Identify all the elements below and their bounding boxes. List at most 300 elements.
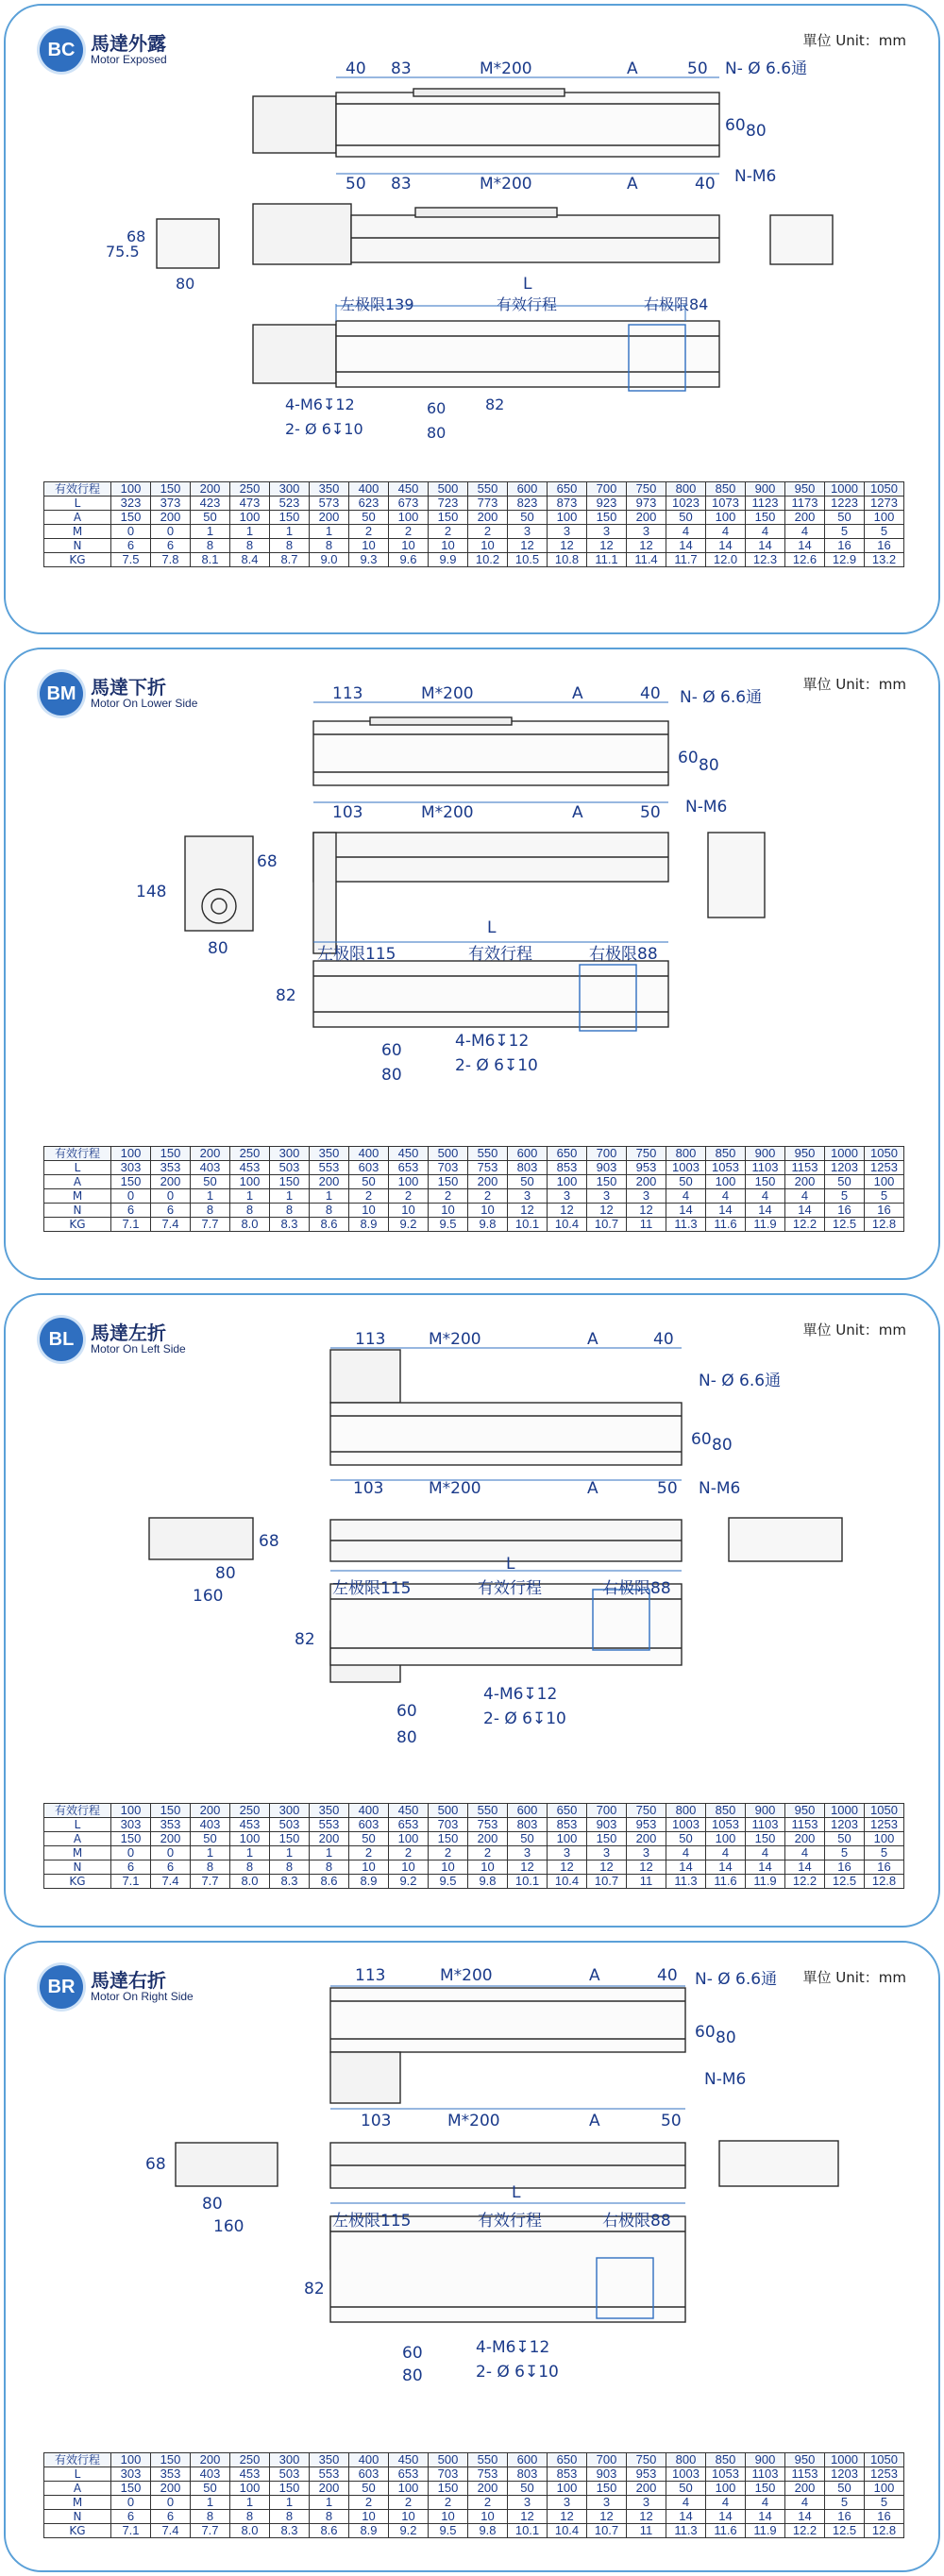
- table-cell: 5: [865, 1846, 904, 1860]
- table-cell: 1: [270, 1189, 310, 1204]
- table-row: [44, 539, 904, 553]
- table-row: [44, 2482, 904, 2496]
- table-cell: 200: [151, 2482, 191, 2496]
- hole-pin: 2- Ø 6↧10: [285, 420, 363, 438]
- table-cell: 150: [151, 1804, 191, 1818]
- spec-table: [43, 1146, 904, 1232]
- table-cell: 50: [825, 511, 865, 525]
- rail-top-view: [330, 1403, 682, 1465]
- table-cell: 12: [548, 1204, 587, 1218]
- table-cell: 10: [349, 539, 389, 553]
- row-header: N: [44, 1204, 111, 1218]
- table-cell: 50: [508, 2482, 548, 2496]
- table-cell: 14: [706, 2510, 746, 2524]
- table-cell: 9.2: [389, 2524, 429, 2538]
- table-cell: 8: [230, 1860, 270, 1875]
- table-cell: 12: [508, 1860, 548, 1875]
- table-cell: 10.8: [548, 553, 587, 567]
- table-cell: 900: [746, 2453, 785, 2467]
- table-cell: 10: [429, 1204, 468, 1218]
- note-n-m6: N-M6: [699, 1479, 741, 1498]
- table-cell: 500: [429, 482, 468, 497]
- table-cell: 4: [706, 1189, 746, 1204]
- row-header: KG: [44, 1218, 111, 1232]
- section-motor-right: [4, 1941, 940, 2572]
- table-cell: 1: [270, 525, 310, 539]
- table-cell: 800: [666, 482, 706, 497]
- dim-b-w2: 80: [396, 1728, 417, 1747]
- table-cell: 523: [270, 497, 310, 511]
- table-cell: 750: [627, 2453, 666, 2467]
- table-cell: 8: [310, 1204, 349, 1218]
- table-cell: 750: [627, 482, 666, 497]
- table-cell: 1053: [706, 2467, 746, 2482]
- dim-a-top: A: [589, 1966, 600, 1985]
- table-cell: 100: [865, 1175, 904, 1189]
- table-cell: 16: [865, 2510, 904, 2524]
- table-cell: 9.9: [429, 553, 468, 567]
- table-cell: 9.8: [468, 1875, 508, 1889]
- table-cell: 10.4: [548, 2524, 587, 2538]
- table-cell: 200: [191, 482, 230, 497]
- table-cell: 703: [429, 1161, 468, 1175]
- dim-a-top: A: [627, 59, 638, 78]
- table-cell: 10: [389, 539, 429, 553]
- table-cell: 8: [270, 539, 310, 553]
- dim-b-h: 82: [276, 986, 296, 1005]
- table-cell: 14: [666, 1860, 706, 1875]
- table-cell: 0: [111, 1846, 151, 1860]
- row-header: 有效行程: [44, 1804, 111, 1818]
- table-cell: 653: [389, 1818, 429, 1832]
- table-cell: 250: [230, 1147, 270, 1161]
- table-cell: 903: [587, 2467, 627, 2482]
- table-cell: 12: [508, 2510, 548, 2524]
- table-cell: 603: [349, 1818, 389, 1832]
- table-cell: 5: [865, 1189, 904, 1204]
- table-row: [44, 1204, 904, 1218]
- table-cell: 14: [785, 2510, 825, 2524]
- table-cell: 503: [270, 1818, 310, 1832]
- dim-m200-bot: M*200: [429, 1479, 481, 1498]
- table-cell: 1153: [785, 2467, 825, 2482]
- table-cell: 16: [825, 1860, 865, 1875]
- table-cell: 900: [746, 482, 785, 497]
- hole-m6: 4-M6↧12: [476, 2338, 550, 2357]
- table-cell: 1: [310, 525, 349, 539]
- rail-bottom-view: [313, 961, 668, 1027]
- section-title-en: Motor On Right Side: [91, 1990, 194, 2003]
- table-cell: 1203: [825, 1161, 865, 1175]
- table-cell: 1173: [785, 497, 825, 511]
- table-cell: 550: [468, 482, 508, 497]
- table-cell: 50: [666, 1832, 706, 1846]
- table-cell: 8.0: [230, 1875, 270, 1889]
- dim-bot-left: 50: [346, 175, 366, 194]
- table-cell: 9.0: [310, 553, 349, 567]
- table-cell: 4: [785, 525, 825, 539]
- dim-m200-top: M*200: [421, 684, 474, 703]
- table-cell: 6: [151, 539, 191, 553]
- table-cell: 3: [587, 1846, 627, 1860]
- table-cell: 8: [310, 539, 349, 553]
- table-cell: 403: [191, 1161, 230, 1175]
- table-cell: 853: [548, 2467, 587, 2482]
- table-cell: 903: [587, 1161, 627, 1175]
- dim-side-w: 80: [176, 275, 195, 293]
- table-cell: 200: [468, 1175, 508, 1189]
- table-cell: 650: [548, 1147, 587, 1161]
- table-cell: 950: [785, 2453, 825, 2467]
- table-cell: 10.1: [508, 2524, 548, 2538]
- table-cell: 50: [508, 1175, 548, 1189]
- table-cell: 350: [310, 1804, 349, 1818]
- table-cell: 1023: [666, 497, 706, 511]
- table-cell: 16: [825, 1204, 865, 1218]
- table-cell: 12: [508, 1204, 548, 1218]
- table-cell: 9.2: [389, 1218, 429, 1232]
- table-cell: 4: [666, 2496, 706, 2510]
- table-cell: 11: [627, 1218, 666, 1232]
- table-cell: 100: [706, 2482, 746, 2496]
- dim-side-w: 80: [208, 939, 228, 958]
- dim-top-left: 113: [355, 1966, 386, 1985]
- effective-stroke: 有效行程: [478, 2212, 542, 2231]
- table-cell: 8: [191, 1204, 230, 1218]
- dim-right-bot: 50: [657, 1479, 678, 1498]
- table-cell: 600: [508, 1147, 548, 1161]
- table-cell: 1103: [746, 1818, 785, 1832]
- table-cell: 50: [191, 1175, 230, 1189]
- section-code-badge: BL: [40, 1318, 83, 1361]
- table-cell: 1050: [865, 2453, 904, 2467]
- table-cell: 10: [349, 1860, 389, 1875]
- table-cell: 1003: [666, 1161, 706, 1175]
- dim-side-w2: 160: [193, 1587, 224, 1606]
- dim-right-bot: 50: [661, 2112, 682, 2130]
- table-cell: 3: [548, 1189, 587, 1204]
- table-cell: 850: [706, 1804, 746, 1818]
- dim-h1: 60: [691, 1430, 712, 1449]
- table-row: [44, 2524, 904, 2538]
- table-cell: 8: [310, 2510, 349, 2524]
- table-cell: 150: [587, 511, 627, 525]
- table-cell: 10: [389, 2510, 429, 2524]
- end-view-left: [185, 836, 253, 931]
- table-cell: 12.2: [785, 1218, 825, 1232]
- table-cell: 11.7: [666, 553, 706, 567]
- table-cell: 753: [468, 1818, 508, 1832]
- table-cell: 13.2: [865, 553, 904, 567]
- table-cell: 7.4: [151, 2524, 191, 2538]
- table-cell: 100: [548, 1832, 587, 1846]
- table-cell: 11.6: [706, 2524, 746, 2538]
- table-cell: 1: [191, 2496, 230, 2510]
- table-cell: 353: [151, 1818, 191, 1832]
- table-cell: 2: [349, 2496, 389, 2510]
- table-cell: 673: [389, 497, 429, 511]
- table-cell: 100: [111, 1804, 151, 1818]
- table-cell: 8: [191, 1860, 230, 1875]
- table-cell: 8.4: [230, 553, 270, 567]
- table-cell: 400: [349, 2453, 389, 2467]
- row-header: N: [44, 2510, 111, 2524]
- table-cell: 14: [706, 1204, 746, 1218]
- table-cell: 100: [389, 511, 429, 525]
- table-cell: 100: [865, 511, 904, 525]
- note-n-m6: N-M6: [734, 167, 777, 186]
- dim-a-bot: A: [627, 175, 638, 194]
- dim-side-w1: 80: [202, 2195, 223, 2214]
- dim-b-h: 82: [295, 1630, 315, 1649]
- table-cell: 453: [230, 2467, 270, 2482]
- table-cell: 553: [310, 1818, 349, 1832]
- table-cell: 150: [587, 1175, 627, 1189]
- section-title-en: Motor On Lower Side: [91, 697, 198, 710]
- table-cell: 200: [191, 1804, 230, 1818]
- table-cell: 6: [111, 539, 151, 553]
- dim-a-bot: A: [572, 803, 583, 822]
- dim-side-h2: 68: [257, 852, 278, 871]
- hole-m6: 4-M6↧12: [285, 396, 355, 413]
- table-cell: 1: [191, 1189, 230, 1204]
- row-header: A: [44, 511, 111, 525]
- dim-side-h1: 75.5: [106, 243, 140, 261]
- table-cell: 100: [706, 511, 746, 525]
- table-cell: 14: [785, 1860, 825, 1875]
- row-header: L: [44, 497, 111, 511]
- dim-h2: 80: [746, 122, 767, 141]
- table-cell: 3: [548, 2496, 587, 2510]
- table-cell: 4: [746, 1846, 785, 1860]
- table-cell: 1: [230, 1189, 270, 1204]
- table-row: [44, 1218, 904, 1232]
- table-cell: 953: [627, 2467, 666, 2482]
- table-cell: 12: [508, 539, 548, 553]
- spec-table: [43, 481, 904, 567]
- table-cell: 12: [627, 539, 666, 553]
- table-cell: 50: [349, 511, 389, 525]
- table-cell: 1103: [746, 2467, 785, 2482]
- section-motor-exposed: [4, 4, 940, 634]
- table-cell: 603: [349, 2467, 389, 2482]
- table-cell: 8.9: [349, 1875, 389, 1889]
- end-view-left: [149, 1518, 253, 1559]
- table-cell: 150: [111, 2482, 151, 2496]
- table-cell: 850: [706, 482, 746, 497]
- table-cell: 773: [468, 497, 508, 511]
- table-cell: 200: [310, 511, 349, 525]
- table-cell: 550: [468, 2453, 508, 2467]
- table-cell: 3: [508, 525, 548, 539]
- table-cell: 700: [587, 2453, 627, 2467]
- table-cell: 453: [230, 1818, 270, 1832]
- table-cell: 2: [349, 1189, 389, 1204]
- table-cell: 2: [389, 1846, 429, 1860]
- table-cell: 100: [389, 1175, 429, 1189]
- table-cell: 4: [706, 525, 746, 539]
- dim-h2: 80: [716, 2029, 736, 2047]
- row-header: KG: [44, 553, 111, 567]
- row-header: A: [44, 1832, 111, 1846]
- table-cell: 12: [587, 1860, 627, 1875]
- table-cell: 303: [111, 2467, 151, 2482]
- table-cell: 1: [230, 525, 270, 539]
- table-cell: 10.4: [548, 1875, 587, 1889]
- table-cell: 50: [825, 1175, 865, 1189]
- table-cell: 1103: [746, 1161, 785, 1175]
- note-n-m6: N-M6: [704, 2070, 747, 2089]
- table-cell: 11.9: [746, 1875, 785, 1889]
- table-cell: 5: [825, 525, 865, 539]
- section-title-en: Motor Exposed: [91, 53, 167, 66]
- table-cell: 8.9: [349, 2524, 389, 2538]
- table-cell: 8.0: [230, 2524, 270, 2538]
- table-cell: 953: [627, 1818, 666, 1832]
- table-cell: 573: [310, 497, 349, 511]
- table-cell: 553: [310, 2467, 349, 2482]
- dim-m200-top: M*200: [440, 1966, 493, 1985]
- table-cell: 14: [666, 2510, 706, 2524]
- table-cell: 14: [785, 539, 825, 553]
- dim-bot-left: 103: [361, 2112, 392, 2130]
- table-cell: 3: [587, 2496, 627, 2510]
- table-cell: 450: [389, 1804, 429, 1818]
- table-cell: 4: [785, 1189, 825, 1204]
- dim-bot-left: 103: [332, 803, 363, 822]
- table-cell: 100: [865, 1832, 904, 1846]
- section-title-cn: 馬達右折: [91, 1969, 166, 1992]
- row-header: N: [44, 539, 111, 553]
- table-cell: 4: [785, 1846, 825, 1860]
- hole-m6: 4-M6↧12: [455, 1032, 530, 1051]
- table-cell: 1: [310, 2496, 349, 2510]
- table-cell: 12.5: [825, 1875, 865, 1889]
- table-cell: 7.8: [151, 553, 191, 567]
- table-cell: 150: [746, 511, 785, 525]
- table-cell: 9.8: [468, 1218, 508, 1232]
- end-view-right: [708, 833, 765, 918]
- section-title-en: Motor On Left Side: [91, 1342, 186, 1355]
- table-cell: 11: [627, 2524, 666, 2538]
- table-cell: 8.6: [310, 1875, 349, 1889]
- hole-pin: 2- Ø 6↧10: [483, 1709, 566, 1728]
- table-cell: 0: [151, 525, 191, 539]
- dim-b-h: 82: [485, 396, 505, 413]
- table-cell: 12.0: [706, 553, 746, 567]
- rail-bottom-view: [336, 321, 719, 387]
- table-row: [44, 2510, 904, 2524]
- row-header: L: [44, 2467, 111, 2482]
- table-cell: 703: [429, 2467, 468, 2482]
- table-cell: 1: [310, 1189, 349, 1204]
- table-cell: 1253: [865, 1818, 904, 1832]
- dim-right-top: 40: [653, 1330, 674, 1349]
- section-motor-left: [4, 1293, 940, 1928]
- table-cell: 12: [627, 1860, 666, 1875]
- table-cell: 200: [627, 2482, 666, 2496]
- end-view-right: [729, 1518, 842, 1561]
- table-cell: 8: [270, 2510, 310, 2524]
- table-cell: 350: [310, 2453, 349, 2467]
- table-cell: 6: [111, 1204, 151, 1218]
- table-cell: 700: [587, 482, 627, 497]
- table-cell: 1: [270, 2496, 310, 2510]
- table-cell: 200: [310, 1175, 349, 1189]
- table-cell: 16: [825, 2510, 865, 2524]
- row-header: 有效行程: [44, 1147, 111, 1161]
- table-cell: 5: [825, 2496, 865, 2510]
- right-limit: 右极限88: [602, 1579, 671, 1598]
- table-cell: 100: [706, 1175, 746, 1189]
- table-cell: 10.5: [508, 553, 548, 567]
- row-header: 有效行程: [44, 482, 111, 497]
- table-cell: 3: [587, 525, 627, 539]
- left-limit: 左极限115: [317, 945, 396, 964]
- table-cell: 50: [825, 1832, 865, 1846]
- dim-b-w1: 60: [427, 399, 447, 417]
- table-cell: 200: [468, 1832, 508, 1846]
- table-cell: 8.6: [310, 1218, 349, 1232]
- table-cell: 200: [785, 1175, 825, 1189]
- table-cell: 7.7: [191, 2524, 230, 2538]
- table-cell: 1: [191, 525, 230, 539]
- table-cell: 5: [865, 525, 904, 539]
- table-row: [44, 511, 904, 525]
- dim-side-h2: 68: [259, 1532, 279, 1551]
- table-cell: 400: [349, 1804, 389, 1818]
- table-cell: 12.6: [785, 553, 825, 567]
- table-cell: 0: [151, 2496, 191, 2510]
- table-cell: 150: [270, 1832, 310, 1846]
- table-cell: 10: [429, 1860, 468, 1875]
- table-cell: 50: [349, 2482, 389, 2496]
- table-cell: 11: [627, 1875, 666, 1889]
- section-code-badge: BM: [40, 672, 83, 716]
- unit-label: 單位 Unit：mm: [802, 32, 906, 49]
- table-cell: 12: [587, 2510, 627, 2524]
- table-cell: 553: [310, 1161, 349, 1175]
- dim-h1: 60: [678, 749, 699, 767]
- row-header: 有效行程: [44, 2453, 111, 2467]
- table-cell: 1000: [825, 482, 865, 497]
- table-row: [44, 1161, 904, 1175]
- spec-table: [43, 1803, 904, 1889]
- table-cell: 1203: [825, 2467, 865, 2482]
- end-view-right: [719, 2141, 838, 2186]
- effective-stroke: 有效行程: [497, 295, 558, 313]
- table-cell: 200: [627, 511, 666, 525]
- hole-m6: 4-M6↧12: [483, 1685, 558, 1704]
- table-header-row: [44, 2453, 904, 2467]
- table-cell: 753: [468, 2467, 508, 2482]
- table-cell: 14: [746, 539, 785, 553]
- table-cell: 323: [111, 497, 151, 511]
- table-cell: 450: [389, 1147, 429, 1161]
- table-cell: 300: [270, 2453, 310, 2467]
- table-cell: 8: [230, 1204, 270, 1218]
- table-cell: 10.7: [587, 1218, 627, 1232]
- row-header: M: [44, 1846, 111, 1860]
- section-title-cn: 馬達下折: [91, 676, 166, 699]
- dim-top-left: 113: [332, 684, 363, 703]
- table-cell: 903: [587, 1818, 627, 1832]
- table-cell: 10.1: [508, 1218, 548, 1232]
- dim-right-bot: 40: [695, 175, 716, 194]
- row-header: M: [44, 525, 111, 539]
- table-cell: 303: [111, 1161, 151, 1175]
- table-cell: 200: [151, 511, 191, 525]
